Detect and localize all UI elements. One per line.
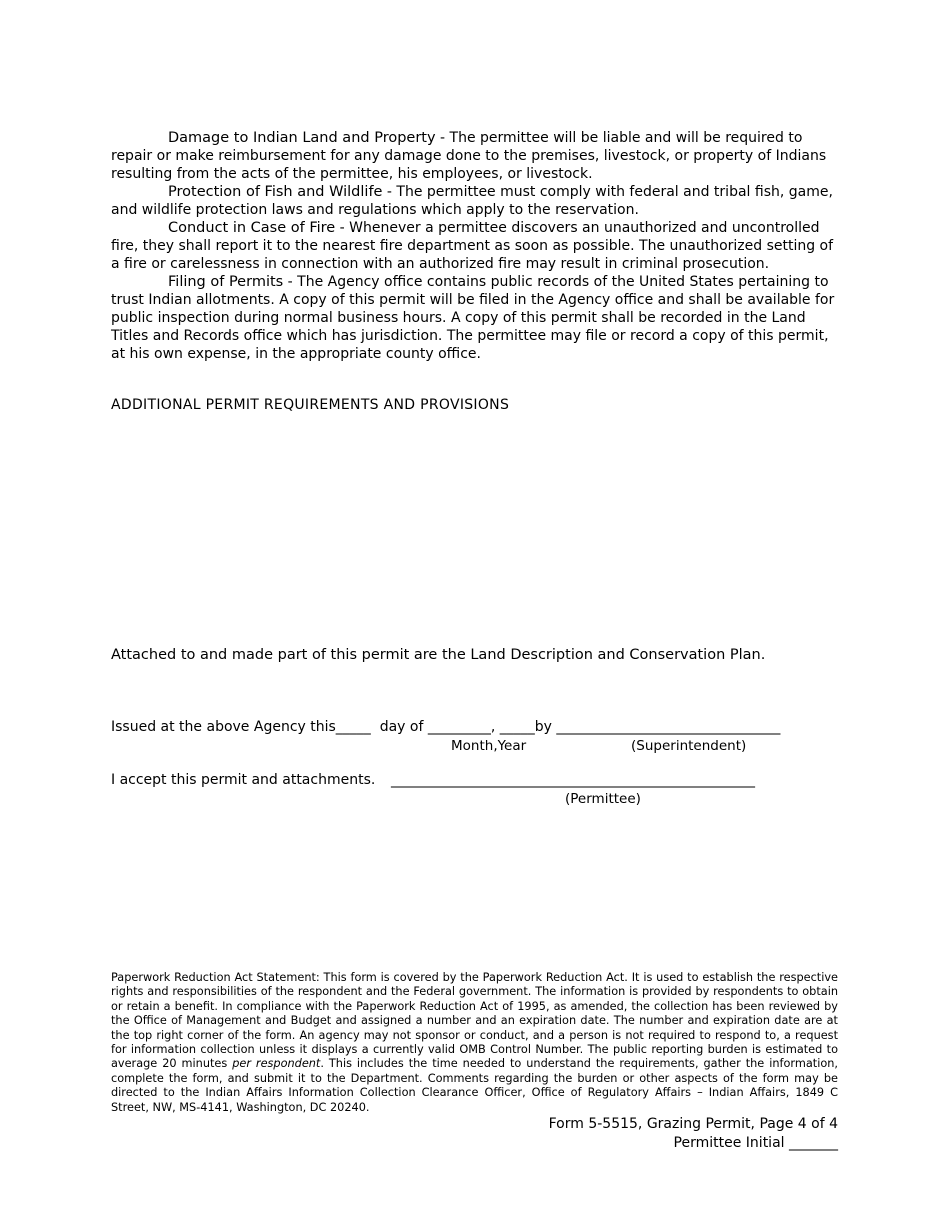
section-text: - Whenever a permittee discovers an unauthorized and uncontrolled fire, they shall report it to the nearest fire department as soon as possible. The unauthorized setting of a fire or carelessness in connection with an authorized fire may result in criminal prosecution. [111,220,834,272]
section-fire [111,219,839,273]
section-heading: Damage to Indian Land and Property [168,130,436,146]
paperwork-reduction-statement [111,971,838,1115]
additional-requirements-heading: ADDITIONAL PERMIT REQUIREMENTS AND PROVISIONS [111,397,510,413]
prn-text-part2: . This includes the time needed to understand the requirements, gather the information, complete the form, and submit it to the Department. Comments regarding the burden or other aspects of the form may be directed to the Indian Affairs Information Collection Clearance Officer, Office of Regulatory Affairs – Indian Affairs, 1849 C Street, NW, MS-4141, Washington, DC 20240. [111,1057,838,1114]
section-heading: Protection of Fish and Wildlife [168,184,383,200]
form-identifier: Form 5-5515, Grazing Permit, Page 4 of 4 [548,1116,838,1132]
section-heading: Conduct in Case of Fire [168,220,336,236]
attachments-statement: Attached to and made part of this permit are the Land Description and Conservation Plan. [111,647,766,663]
issued-signature-line: Issued at the above Agency this_____ day of _________, _____by ________________________________ [111,719,781,735]
section-heading: Filing of Permits [168,274,284,290]
month-year-caption: Month,Year [451,738,527,754]
section-fish-wildlife [111,183,839,219]
permit-terms-block [111,129,839,363]
section-text: - The permittee must comply with federal and tribal fish, game, and wildlife protection laws and regulations which apply to the reservation. [111,184,833,218]
permittee-caption: (Permittee) [565,791,641,807]
permittee-signature-line: ____________________________________________________ [391,772,755,788]
section-text: - The Agency office contains public records of the United States pertaining to trust Indian allotments. A copy of this permit will be filed in the Agency office and shall be available for public inspection during normal business hours. A copy of this permit shall be recorded in the Land Titles and Records office which has jurisdiction. The permittee may file or record a copy of this permit, at his own expense, in the appropriate county office. [111,274,835,362]
section-damage [111,129,839,183]
prn-italic: per respondent [232,1057,321,1071]
permittee-initial: Permittee Initial _______ [673,1135,838,1151]
section-text: - The permittee will be liable and will be required to repair or make reimbursement for any damage done to the premises, livestock, or property of Indians resulting from the acts of the permittee, his employees, or livestock. [111,130,827,182]
section-filing [111,273,839,363]
prn-text-part1: Paperwork Reduction Act Statement: This form is covered by the Paperwork Reduction Act. It is used to establish the respective rights and responsibilities of the respondent and the Federal government. The information is provided by respondents to obtain or retain a benefit. In compliance with the Paperwork Reduction Act of 1995, as amended, the collection has been reviewed by the Office of Management and Budget and assigned a number and an expiration date. The number and expiration date are at the top right corner of the form. An agency may not sponsor or conduct, and a person is not required to respond to, a request for information collection unless it displays a currently valid OMB Control Number. The public reporting burden is estimated to average 20 minutes [111,971,838,1071]
accept-label: I accept this permit and attachments. [111,772,376,788]
superintendent-caption: (Superintendent) [631,738,747,754]
